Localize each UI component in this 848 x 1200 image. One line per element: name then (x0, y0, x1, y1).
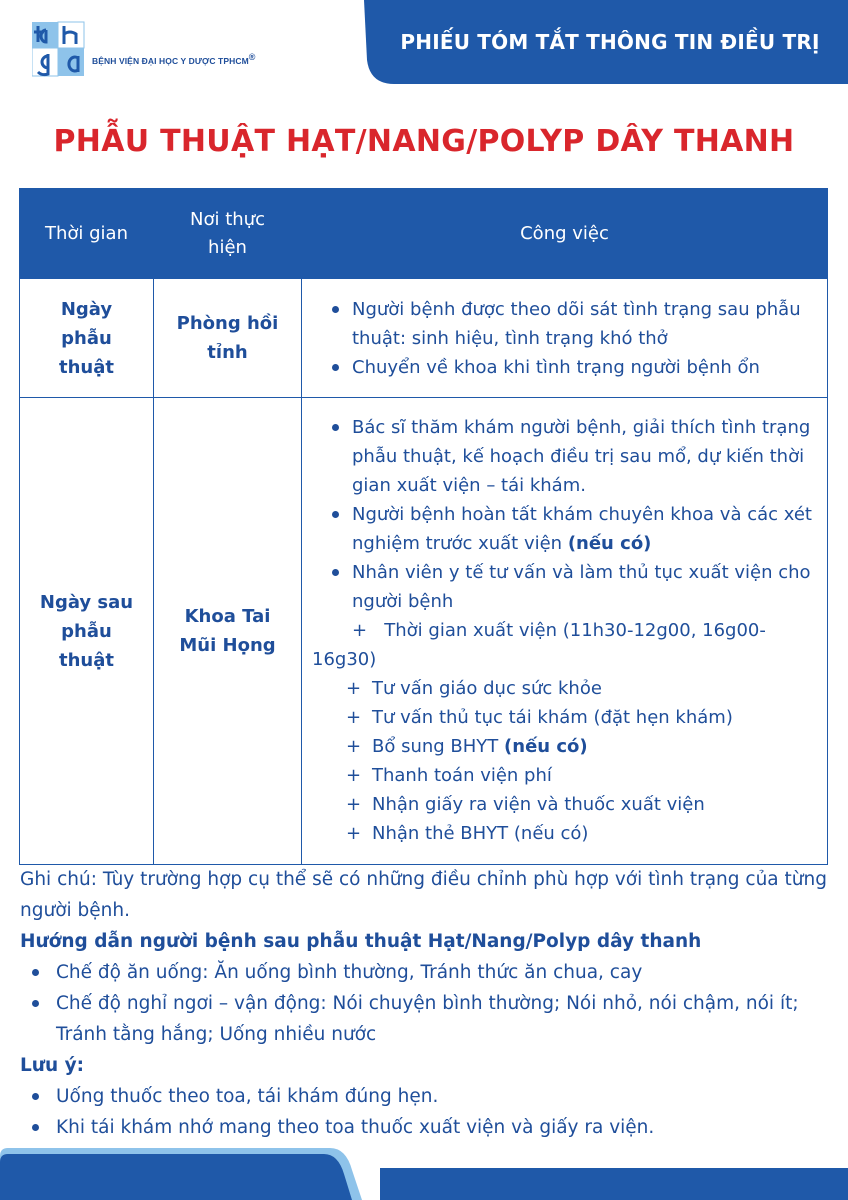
treatment-schedule-table (19, 188, 828, 865)
row1-tasks (302, 279, 828, 398)
list-item: Uống thuốc theo toa, tái khám đúng hẹn. (20, 1081, 832, 1112)
table-row (20, 279, 828, 398)
hospital-name: BỆNH VIỆN ĐẠI HỌC Y DƯỢC TPHCM® (92, 52, 256, 66)
sub-list-item: + Bổ sung BHYT (nếu có) (346, 735, 588, 757)
reminder-list (20, 1081, 832, 1143)
list-item: Nhân viên y tế tư vấn và làm thủ tục xuất viện cho người bệnh (320, 558, 815, 616)
sub-list-item: + Nhận giấy ra viện và thuốc xuất viện (346, 793, 705, 815)
list-item: Chuyển về khoa khi tình trạng người bệnh ổn (320, 353, 815, 382)
column-header-time: Thời gian (20, 189, 154, 279)
page-title: PHẪU THUẬT HẠT/NANG/POLYP DÂY THANH (53, 124, 795, 159)
sub-list-item: + Nhận thẻ BHYT (nếu có) (346, 822, 589, 844)
table-header-row (20, 189, 828, 279)
notes-section (20, 864, 832, 1143)
column-header-tasks: Công việc (302, 189, 828, 279)
guide-list (20, 957, 832, 1050)
list-item: Chế độ nghỉ ngơi – vận động: Nói chuyện bình thường; Nói nhỏ, nói chậm, nói ít; Tránh tằng hắng; Uống nhiều nước (20, 988, 832, 1050)
sub-list-item: + Thanh toán viện phí (346, 764, 552, 786)
guide-heading: Hướng dẫn người bệnh sau phẫu thuật Hạt/Nang/Polyp dây thanh (20, 931, 702, 952)
sub-list-item: + Tư vấn giáo dục sức khỏe (346, 677, 602, 699)
header-banner-title: PHIẾU TÓM TẮT THÔNG TIN ĐIỀU TRỊ (400, 30, 820, 54)
list-item: Chế độ ăn uống: Ăn uống bình thường, Tránh thức ăn chua, cay (20, 957, 832, 988)
sub-list-item: + Thời gian xuất viện (11h30-12g00, 16g00-16g30) (312, 619, 766, 670)
row2-time: Ngày sau phẫu thuật (20, 398, 154, 865)
hospital-logo-icon (32, 20, 86, 78)
row1-time: Ngày phẫu thuật (20, 279, 154, 398)
footer-banner (0, 1140, 848, 1200)
column-header-place: Nơi thực hiện (154, 189, 302, 279)
list-item: Bác sĩ thăm khám người bệnh, giải thích tình trạng phẫu thuật, kế hoạch điều trị sau mổ, dự kiến thời gian xuất viện – tái khám. (320, 413, 815, 500)
row1-place: Phòng hồi tỉnh (154, 279, 302, 398)
table-row (20, 398, 828, 865)
list-item: Người bệnh được theo dõi sát tình trạng sau phẫu thuật: sinh hiệu, tình trạng khó thở (320, 295, 815, 353)
note-text: Ghi chú: Tùy trường hợp cụ thể sẽ có những điều chỉnh phù hợp với tình trạng của từng người bệnh. (20, 869, 827, 921)
sub-list-item: + Tư vấn thủ tục tái khám (đặt hẹn khám) (346, 706, 733, 728)
row2-place: Khoa Tai Mũi Họng (154, 398, 302, 865)
list-item: Khi tái khám nhớ mang theo toa thuốc xuất viện và giấy ra viện. (20, 1112, 832, 1143)
reminder-heading: Lưu ý: (20, 1055, 85, 1076)
hospital-logo (32, 20, 256, 78)
list-item: Người bệnh hoàn tất khám chuyên khoa và các xét nghiệm trước xuất viện (nếu có) (320, 500, 815, 558)
row2-tasks (302, 398, 828, 865)
